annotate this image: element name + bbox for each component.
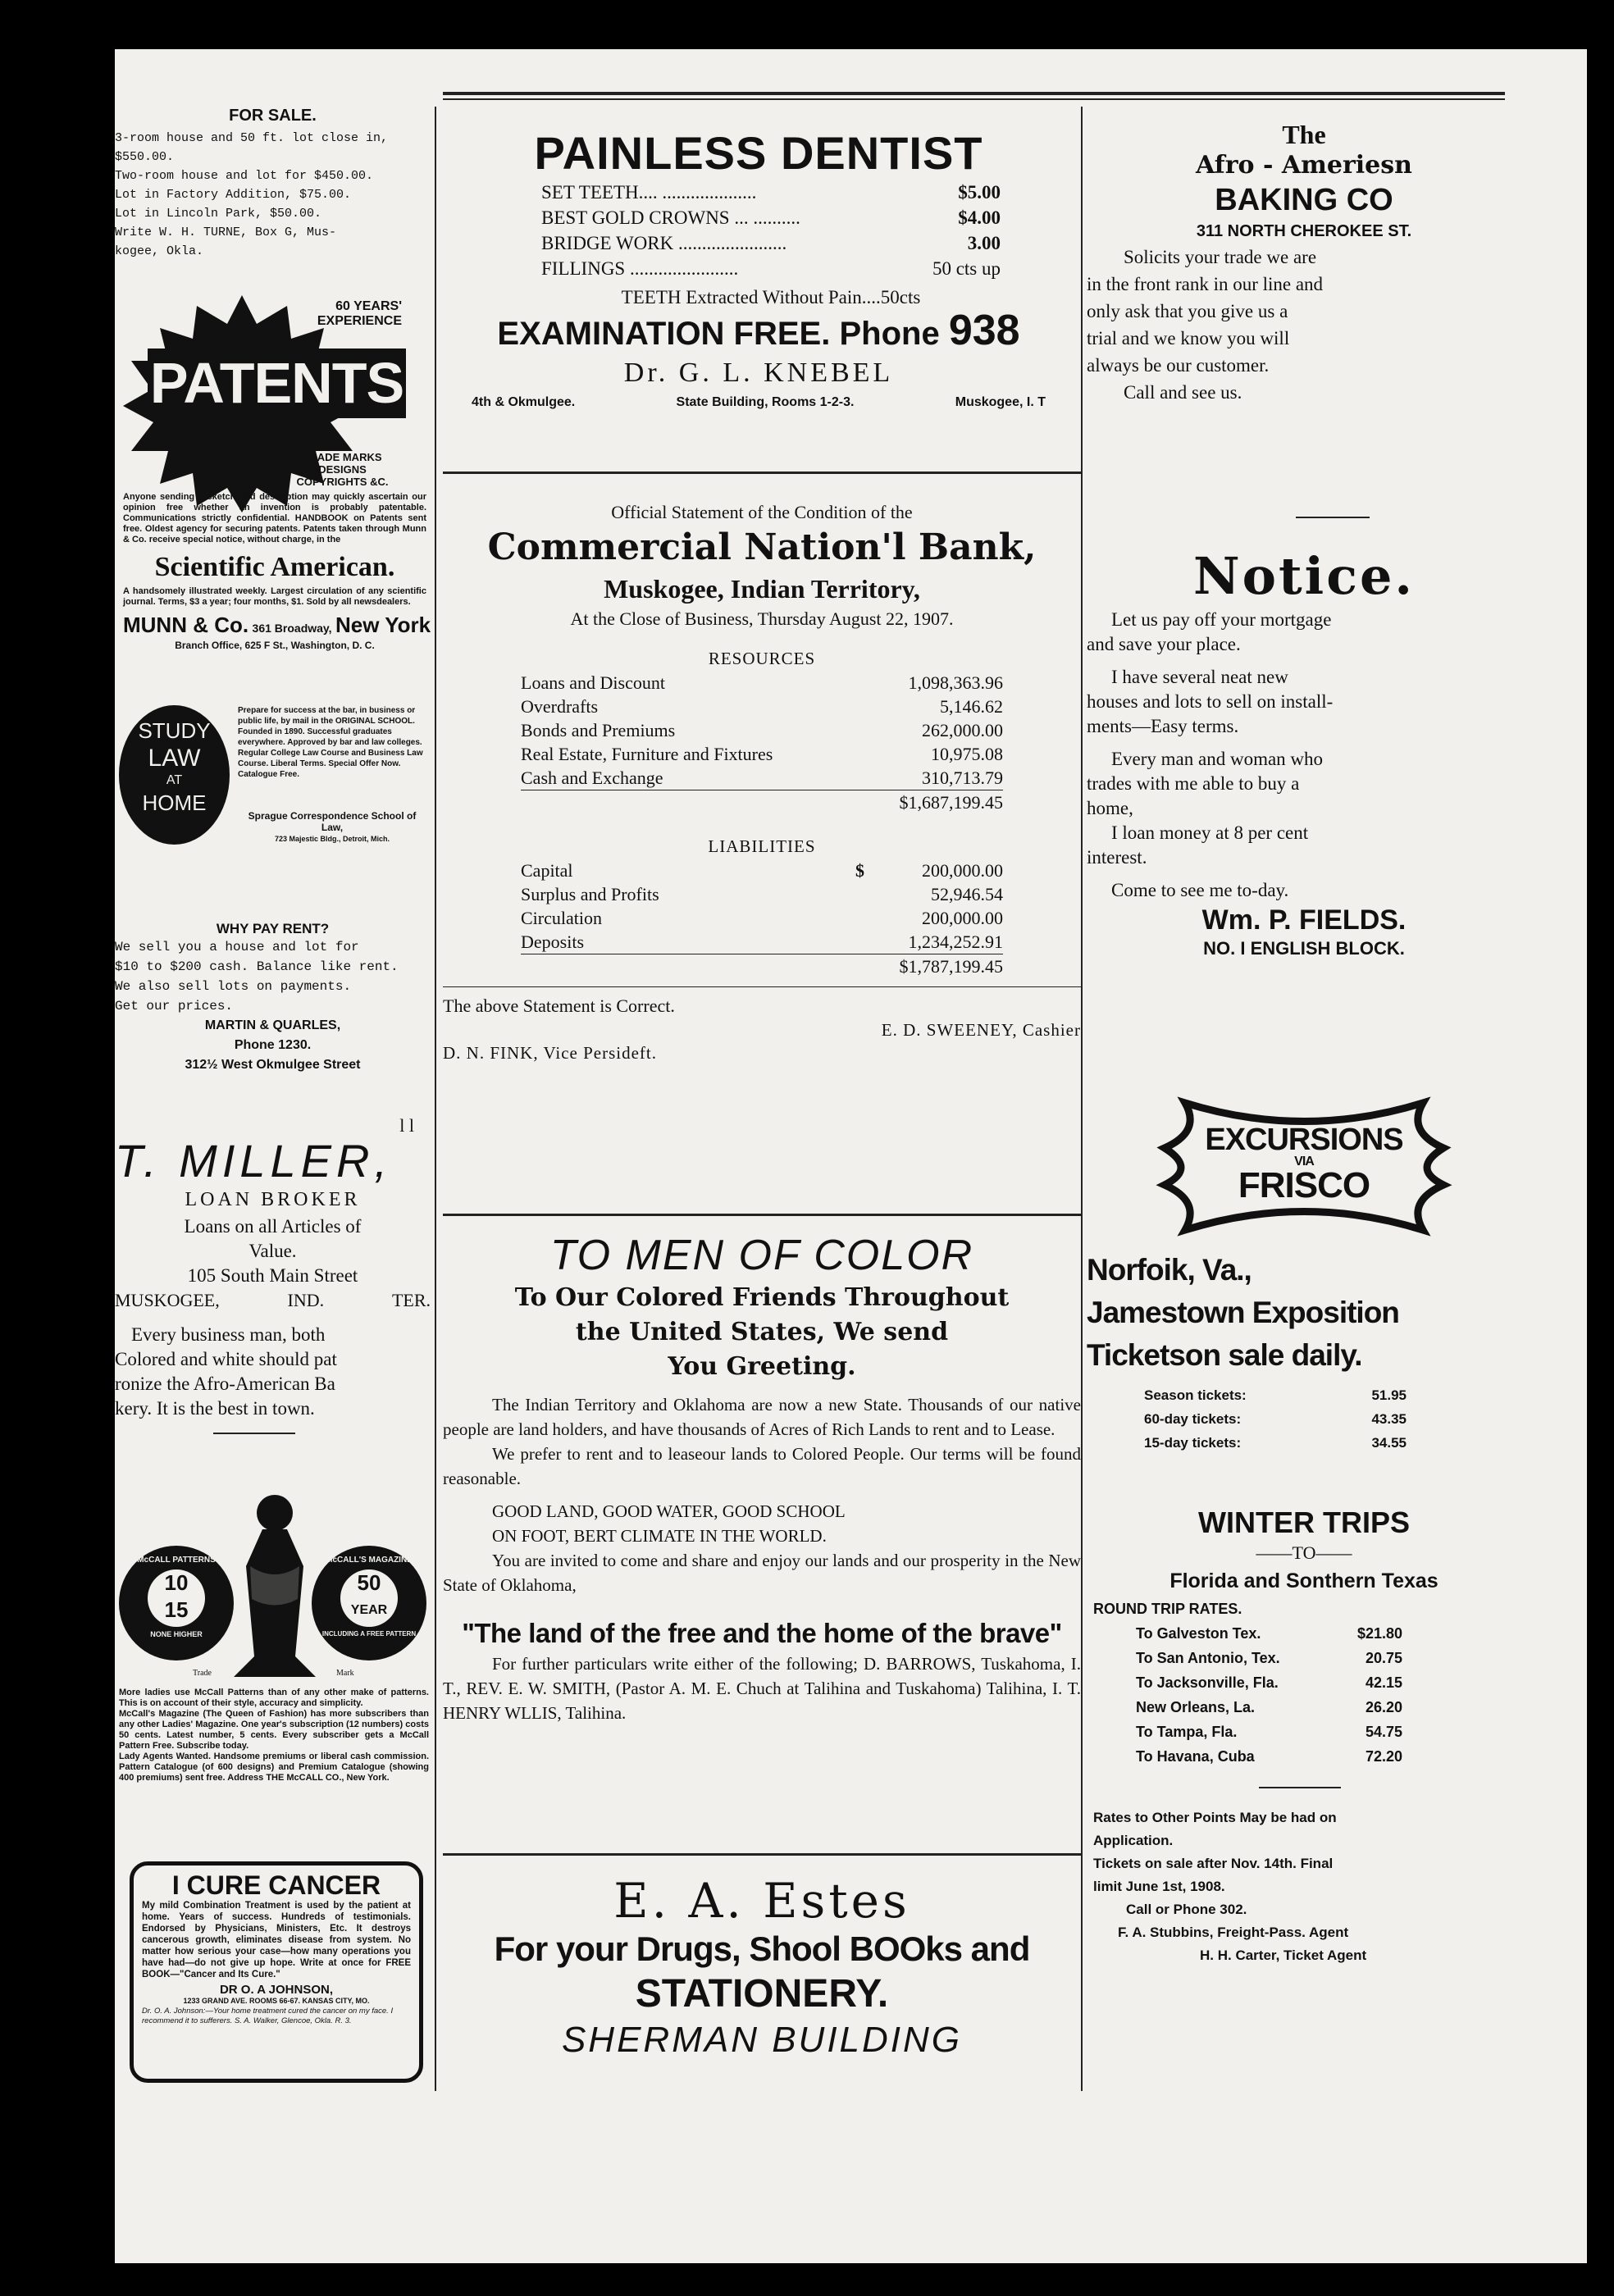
men-of-color-para: We prefer to rent and to leaseour lands to Colored People. Our terms will be found reasonable.	[443, 1444, 1081, 1488]
row-label: Loans and Discount	[521, 672, 665, 693]
notice-title: Notice.	[1193, 546, 1415, 606]
estes-building: SHERMAN BUILDING	[561, 2020, 963, 2060]
divider	[443, 1853, 1081, 1856]
badge-text: NONE HIGHER	[150, 1630, 203, 1638]
bakery-line: Solicits your trade we are	[1124, 247, 1317, 267]
bakery-name: Afro - Ameriesn	[1196, 151, 1412, 180]
frisco-line: Jamestown Exposition	[1087, 1296, 1399, 1329]
miller-name: T. MILLER,	[115, 1135, 393, 1187]
ticket-label: Season tickets:	[1144, 1387, 1247, 1403]
study-law-school: Sprague Correspondence School of Law,	[248, 810, 417, 833]
why-pay-rent-lines	[115, 937, 431, 1016]
bakery-notice-line: ronize the Afro-American Ba	[115, 1374, 335, 1394]
rate-label: To Galveston Tex.	[1136, 1625, 1261, 1642]
men-of-color-contacts: For further particulars write either of the following; D. BARROWS, Tuskahoma, I. T., REV. E. W. SMITH, (Pastor A. M. E. Chuch at Talihina and Tuskahoma) Talihina, I. T. HENRY WLLIS, Talihina.	[443, 1654, 1081, 1723]
table-row	[521, 930, 1003, 954]
dentist-extracted: TEETH Extracted Without Pain....50cts	[621, 287, 921, 308]
dentist-item-label: FILLINGS .......................	[541, 258, 739, 279]
table-row	[521, 766, 1003, 790]
row-value: 10,975.08	[931, 744, 1003, 764]
miller-mark: l l	[399, 1115, 414, 1136]
dentist-doctor: Dr. G. L. KNEBEL	[623, 358, 894, 388]
men-of-color-motto: "The land of the free and the home of the brave"	[462, 1618, 1062, 1648]
estes-stationery: STATIONERY.	[635, 1972, 889, 2016]
row-value: 262,000.00	[922, 720, 1003, 740]
miller-city	[115, 1288, 431, 1313]
rate-value: 72.20	[1365, 1748, 1402, 1765]
top-rule-thin	[443, 98, 1505, 100]
study-law-ad	[119, 697, 431, 886]
bakery-notice	[115, 1323, 431, 1421]
miller-lines	[115, 1214, 431, 1288]
badge-price-bottom: YEAR	[350, 1603, 388, 1617]
divider	[443, 986, 1081, 987]
men-of-color-greeting	[443, 1281, 1081, 1384]
dentist-addr-mid: State Building, Rooms 1-2-3.	[676, 395, 855, 409]
row-value: 52,946.54	[931, 884, 1003, 904]
patents-trade-block	[283, 451, 402, 488]
patents-years	[287, 299, 402, 329]
dentist-item-price: 3.00	[967, 233, 1001, 253]
dentist-item	[541, 205, 1001, 230]
for-sale-line: kogee, Okla.	[115, 244, 204, 258]
estes-ad	[443, 1874, 1081, 2062]
notice-line: trades with me able to buy a	[1087, 773, 1300, 794]
cancer-address: 1233 GRAND AVE. ROOMS 66-67. KANSAS CITY, MO.	[183, 1997, 370, 2005]
rate-value: 26.20	[1365, 1699, 1402, 1715]
dentist-title: PAINLESS DENTIST	[534, 127, 983, 179]
winter-trips-ad	[1087, 1505, 1521, 1967]
patents-years-text: 60 YEARS'	[335, 299, 402, 313]
resources-total: $1,687,199.45	[899, 792, 1003, 813]
bakery-line: in the front rank in our line and	[1087, 274, 1324, 294]
dentist-item-label: BEST GOLD CROWNS ... ..........	[541, 207, 800, 228]
row-label: Circulation	[521, 908, 602, 928]
ticket-value: 34.55	[1371, 1435, 1407, 1451]
frisco-ad	[1087, 1091, 1521, 1455]
rate-label: To Jacksonville, Fla.	[1136, 1674, 1279, 1691]
men-of-color-para: The Indian Territory and Oklahoma are now a new State. Thousands of our native people are land holders, and have thousands of Acres of Rich Lands to rent and to Lease.	[443, 1395, 1081, 1439]
bank-place: Muskogee, Indian Territory,	[604, 574, 920, 604]
rate-value: 42.15	[1365, 1674, 1402, 1691]
notice-name: Wm. P. FIELDS.	[1201, 904, 1407, 936]
row-value: 200,000.00	[922, 860, 1003, 881]
ticket-row	[1144, 1431, 1407, 1455]
bakery-notice-line: Every business man, both	[131, 1324, 326, 1345]
mccall-patterns-badge	[119, 1546, 234, 1660]
bank-date: At the Close of Business, Thursday August 22, 1907.	[570, 608, 954, 629]
badge-price	[340, 1569, 398, 1627]
patents-logo: PATENTS	[148, 348, 406, 418]
ticket-label: 15-day tickets:	[1144, 1435, 1242, 1451]
men-of-color-caps	[443, 1499, 1081, 1548]
notice-line: Let us pay off your mortgage	[1111, 609, 1332, 630]
men-of-color-invite: You are invited to come and share and enjoy our lands and our prosperity in the New State of Oklahoma,	[443, 1551, 1081, 1595]
rent-firm: MARTIN & QUARLES,	[204, 1018, 341, 1032]
scientific-american: Scientific American.	[154, 552, 395, 582]
bank-cashier: E. D. SWEENEY, Cashier	[881, 1020, 1081, 1040]
dentist-addr-right: Muskogee, I. T	[955, 395, 1046, 409]
notice-line: Come to see me to-day.	[1111, 880, 1289, 900]
notice-line: home,	[1087, 798, 1133, 818]
bakery-line: trial and we know you will	[1087, 328, 1290, 348]
dentist-item	[541, 230, 1001, 256]
notice-ad	[1087, 545, 1521, 960]
frisco-line: Ticketson sale daily.	[1087, 1338, 1362, 1372]
bakery-notice-line: Colored and white should pat	[115, 1349, 337, 1369]
cancer-doctor: DR O. A JOHNSON,	[219, 1983, 334, 1997]
patents-body: Anyone sending a sketch and description may quickly ascertain our opinion free whether an invention is probably patentable. Communications strictly confidential. HANDBOOK on Patents sent free. Oldest agency for securing patents. Patents taken through Munn & Co. receive special notice, without charge, in the	[123, 492, 426, 544]
rate-label: To San Antonio, Tex.	[1136, 1650, 1280, 1666]
bakery-line: Call and see us.	[1124, 382, 1242, 403]
why-pay-rent-ad	[115, 921, 431, 1075]
study-law-body: Prepare for success at the bar, in business or public life, by mail in the ORIGINAL SCHOOL. Founded in 1890. Successful graduates everywhere. Approved by bar and law colleges. Regular College Law Course and Business Law Course. Liberal Terms. Special Offer Now. Catalogue Free.	[238, 706, 423, 779]
for-sale-line: Lot in Factory Addition, $75.00.	[115, 188, 352, 202]
winter-footer-line: F. A. Stubbins, Freight-Pass. Agent	[1118, 1925, 1349, 1940]
rate-row	[1136, 1621, 1402, 1646]
study-law-address: 723 Majestic Bldg., Detroit, Mich.	[274, 835, 390, 843]
badge-price-top: 10	[164, 1570, 189, 1595]
ticket-row	[1144, 1383, 1407, 1407]
rent-phone: Phone 1230.	[234, 1038, 312, 1052]
winter-title: WINTER TRIPS	[1198, 1506, 1410, 1539]
dentist-address	[443, 395, 1074, 410]
mccall-magazine-badge	[312, 1546, 426, 1660]
dentist-price-list	[443, 180, 1074, 310]
men-of-color-title: TO MEN OF COLOR	[549, 1232, 974, 1279]
notice-line: I have several neat new	[1111, 667, 1288, 687]
miller-city-mid: IND.	[287, 1290, 325, 1310]
munn-broadway: 361 Broadway,	[252, 622, 332, 635]
bank-statement	[443, 500, 1081, 1064]
badge-line: AT	[166, 773, 183, 787]
cancer-testimonial: Dr. O. A. Johnson:—Your home treatment cured the cancer on my face. I recommend it to sufferers. S. A. Walker, Glencoe, Okla. R. 3.	[142, 2007, 394, 2025]
bank-vp: D. N. FINK, Vice Persideft.	[443, 1043, 657, 1063]
notice-line: Every man and woman who	[1111, 749, 1324, 769]
patents-trade: TRADE MARKS	[303, 451, 382, 463]
mccall-para: More ladies use McCall Patterns than of any other make of patterns. This is on account of their style, accuracy and simplicity.	[119, 1688, 429, 1708]
dentist-item-price: $4.00	[958, 207, 1001, 228]
bakery-line: only ask that you give us a	[1087, 301, 1288, 321]
mccall-body	[119, 1688, 429, 1784]
mccall-ad	[119, 1492, 431, 1837]
winter-footer-line: Call or Phone 302.	[1126, 1902, 1247, 1917]
badge-line: LAW	[148, 745, 201, 772]
patents-designs: DESIGNS	[318, 463, 367, 476]
winter-footer-line: limit June 1st, 1908.	[1093, 1879, 1225, 1894]
divider	[213, 1433, 295, 1434]
miller-city-left: MUSKOGEE,	[115, 1290, 220, 1310]
munn-name: MUNN & Co.	[123, 613, 249, 637]
row-value: 1,234,252.91	[908, 932, 1003, 952]
winter-rates	[1087, 1621, 1521, 1769]
rent-line: We sell you a house and lot for	[115, 940, 359, 954]
rate-label: To Tampa, Fla.	[1136, 1724, 1238, 1740]
bank-correct: The above Statement is Correct.	[443, 995, 675, 1016]
bank-name: Commercial Nation'l Bank,	[487, 526, 1037, 568]
frisco-name: FRISCO	[1238, 1165, 1370, 1205]
table-row	[521, 882, 1003, 906]
rate-label: To Havana, Cuba	[1136, 1748, 1255, 1765]
winter-dest: Florida and Sonthern Texas	[1169, 1569, 1438, 1592]
newspaper-page	[115, 49, 1587, 2263]
frisco-excursions: EXCURSIONS	[1205, 1123, 1403, 1157]
row-label: Cash and Exchange	[521, 768, 663, 788]
bakery-ad	[1087, 119, 1521, 406]
miller-ad	[115, 1115, 431, 1434]
rate-value: $21.80	[1356, 1625, 1402, 1642]
badge-price	[148, 1569, 205, 1627]
winter-rates-title: ROUND TRIP RATES.	[1093, 1601, 1242, 1617]
liabilities-table	[443, 859, 1081, 978]
estes-name: E. A. Estes	[613, 1873, 910, 1929]
cancer-ad	[130, 1861, 423, 2083]
badge-price-bottom: 15	[164, 1597, 189, 1622]
greeting-line: You Greeting.	[668, 1352, 856, 1381]
row-value: 5,146.62	[940, 696, 1003, 717]
divider	[1259, 1787, 1341, 1788]
dentist-item-label: SET TEETH.... ....................	[541, 182, 757, 203]
munn-branch: Branch Office, 625 F St., Washington, D. C.	[175, 640, 375, 651]
frisco-via: VIA	[1294, 1155, 1314, 1168]
mccall-trade-label: Trade	[193, 1669, 212, 1678]
divider	[443, 472, 1081, 474]
frisco-line: Norfoik, Va.,	[1087, 1253, 1252, 1287]
badge-price-top: 50	[357, 1570, 381, 1595]
resources-table	[443, 671, 1081, 814]
resources-title: RESOURCES	[708, 649, 816, 668]
row-value: 310,713.79	[922, 768, 1003, 788]
row-label: Overdrafts	[521, 696, 599, 717]
miller-line: 105 South Main Street	[187, 1265, 358, 1286]
patents-body2: A handsomely illustrated weekly. Largest circulation of any scientific journal. Terms, $3 a year; four months, $1. Sold by all newsdealers.	[123, 586, 426, 607]
row-label: Capital	[521, 860, 573, 881]
winter-footer-line: Rates to Other Points May be had on	[1093, 1810, 1337, 1825]
rate-row	[1136, 1744, 1402, 1769]
rent-line: $10 to $200 cash. Balance like rent.	[115, 959, 399, 974]
rate-row	[1136, 1695, 1402, 1720]
for-sale-line: Two-room house and lot for $450.00.	[115, 169, 374, 183]
column-divider-2	[1081, 107, 1083, 2091]
frisco-lines	[1087, 1249, 1521, 1377]
winter-footer-line: H. H. Carter, Ticket Agent	[1200, 1947, 1367, 1963]
cancer-body: My mild Combination Treatment is used by the patient at home. Years of success. Hundreds of testimonials. Endorsed by Physicians, Ministers, Etc. It destroys cancerous growth, eliminates disease from system. No matter how serious your case—how many operations you have had—do not give up hope. Write at once for FREE BOOK—"Cancer and Its Cure."	[142, 1901, 411, 1979]
dentist-item-label: BRIDGE WORK .......................	[541, 233, 787, 253]
ticket-row	[1144, 1407, 1407, 1431]
column-divider-1	[435, 107, 436, 2091]
why-pay-rent-title: WHY PAY RENT?	[216, 921, 330, 936]
dentist-item-price: 50 cts up	[932, 258, 1001, 279]
bakery-the: The	[1282, 120, 1326, 149]
divider	[443, 1214, 1081, 1216]
row-value: 200,000.00	[922, 908, 1003, 928]
ticket-value: 51.95	[1371, 1387, 1407, 1403]
notice-line: interest.	[1087, 847, 1147, 868]
table-row	[521, 742, 1003, 766]
for-sale-title: FOR SALE.	[229, 107, 317, 125]
dentist-addr-left: 4th & Okmulgee.	[472, 395, 576, 409]
mccall-para: Lady Agents Wanted. Handsome premiums or liberal cash commission. Pattern Catalogue (of 600 designs) and Premium Catalogue (showing 400 premiums) sent free. Address THE McCALL CO., New York.	[119, 1752, 429, 1783]
bakery-co: BAKING CO	[1215, 183, 1393, 217]
dentist-item-price: $5.00	[958, 182, 1001, 203]
miller-line: Loans on all Articles of	[184, 1216, 362, 1237]
bakery-line: always be our customer.	[1087, 355, 1270, 376]
notice-address: NO. I ENGLISH BLOCK.	[1203, 938, 1405, 959]
divider	[1296, 517, 1370, 518]
winter-footer-line: Application.	[1093, 1833, 1174, 1848]
miller-line: Value.	[248, 1241, 297, 1261]
miller-city-right: TER.	[391, 1290, 431, 1310]
badge-line: HOME	[142, 790, 207, 815]
caps-line: ON FOOT, BERT CLIMATE IN THE WORLD.	[492, 1526, 827, 1546]
for-sale-line: Write W. H. TURNE, Box G, Mus-	[115, 226, 337, 239]
frisco-tickets	[1087, 1377, 1521, 1455]
badge-text: McCALL PATTERNS	[137, 1556, 216, 1565]
ticket-label: 60-day tickets:	[1144, 1411, 1242, 1427]
winter-footer	[1087, 1806, 1521, 1967]
rent-street: 312½ West Okmulgee Street	[185, 1058, 361, 1072]
liabilities-total: $1,787,199.45	[899, 956, 1003, 977]
dentist-exam	[443, 307, 1074, 354]
notice-body	[1087, 608, 1521, 903]
mccall-mark-label: Mark	[336, 1669, 354, 1678]
rate-row	[1136, 1646, 1402, 1670]
notice-line: houses and lots to sell on install-	[1087, 691, 1334, 712]
winter-to: ——TO——	[1256, 1542, 1352, 1563]
row-label: Deposits	[521, 932, 584, 952]
dollar-sign: $	[855, 860, 864, 881]
dentist-item	[541, 256, 1001, 281]
rate-value: 54.75	[1365, 1724, 1402, 1740]
rate-label: New Orleans, La.	[1136, 1699, 1256, 1715]
table-row	[521, 671, 1003, 695]
row-value: 1,098,363.96	[908, 672, 1003, 693]
patents-experience-text: EXPERIENCE	[317, 314, 402, 328]
dentist-ad	[443, 127, 1074, 410]
rent-line: We also sell lots on payments.	[115, 979, 352, 994]
estes-line: For your Drugs, Shool BOOks and	[494, 1929, 1030, 1968]
notice-line: ments—Easy terms.	[1087, 716, 1239, 736]
study-law-badge	[119, 705, 230, 845]
bakery-body	[1087, 244, 1521, 406]
winter-to-text: TO	[1292, 1542, 1316, 1563]
rate-row	[1136, 1670, 1402, 1695]
for-sale-line: 3-room house and 50 ft. lot close in,	[115, 131, 389, 145]
men-of-color-ad	[443, 1230, 1081, 1725]
miller-title: LOAN BROKER	[185, 1189, 361, 1210]
table-row	[521, 695, 1003, 718]
munn-line	[123, 613, 431, 638]
cancer-title: I CURE CANCER	[171, 1870, 381, 1900]
liabilities-title: LIABILITIES	[708, 836, 816, 856]
rate-value: 20.75	[1365, 1650, 1402, 1666]
top-rule	[443, 92, 1505, 95]
munn-ny: New York	[335, 613, 431, 637]
table-row	[521, 906, 1003, 930]
rent-line: Get our prices.	[115, 999, 234, 1014]
bakery-notice-line: kery. It is the best in town.	[115, 1398, 315, 1419]
dentist-exam-text: EXAMINATION FREE. Phone	[497, 316, 940, 352]
patents-copyrights: COPYRIGHTS &C.	[296, 476, 389, 488]
men-of-color-paras	[443, 1392, 1081, 1491]
caps-line: GOOD LAND, GOOD WATER, GOOD SCHOOL	[492, 1501, 846, 1521]
winter-footer-line: Tickets on sale after Nov. 14th. Final	[1093, 1856, 1334, 1871]
table-row	[521, 718, 1003, 742]
rate-row	[1136, 1720, 1402, 1744]
badge-line: STUDY	[138, 718, 211, 743]
row-label: Bonds and Premiums	[521, 720, 676, 740]
greeting-line: the United States, We send	[575, 1318, 949, 1346]
notice-line: I loan money at 8 per cent	[1111, 822, 1309, 843]
badge-text: INCLUDING A FREE PATTERN	[321, 1630, 417, 1638]
for-sale-lines	[115, 129, 431, 261]
for-sale-line: Lot in Lincoln Park, $50.00.	[115, 207, 322, 221]
bank-intro: Official Statement of the Condition of the	[611, 502, 913, 522]
bakery-address: 311 NORTH CHEROKEE ST.	[1196, 222, 1412, 240]
row-label: Surplus and Profits	[521, 884, 659, 904]
dentist-item	[541, 180, 1001, 205]
for-sale-line: $550.00.	[115, 150, 175, 164]
for-sale-ad	[115, 107, 431, 261]
greeting-line: To Our Colored Friends Throughout	[514, 1283, 1010, 1312]
mccall-para: McCall's Magazine (The Queen of Fashion) has more subscribers than any other Ladies' Magazine. One year's subscription (12 numbers) costs 50 cents. Latest number, 5 cents. Every subscriber gets a McCall Pattern Free. Subscribe today.	[119, 1709, 429, 1751]
dentist-phone: 938	[948, 307, 1020, 354]
badge-text: McCALL'S MAGAZINE	[326, 1556, 413, 1565]
table-row	[521, 859, 1003, 882]
ticket-value: 43.35	[1371, 1411, 1407, 1427]
notice-line: and save your place.	[1087, 634, 1241, 654]
frisco-text	[1152, 1123, 1456, 1204]
row-label: Real Estate, Furniture and Fixtures	[521, 744, 773, 764]
patents-ad	[119, 291, 431, 676]
